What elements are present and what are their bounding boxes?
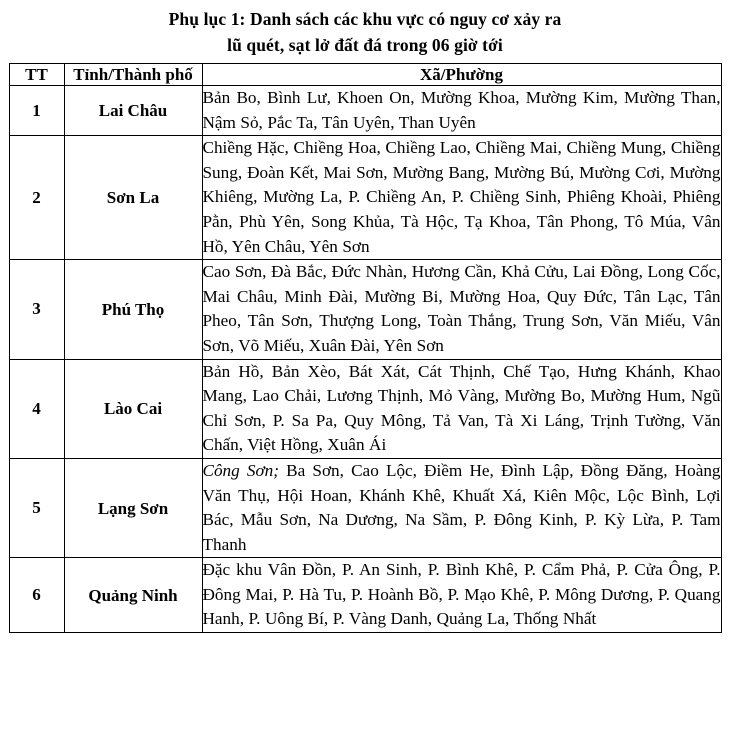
row-index: 5 — [9, 458, 64, 557]
row-index: 2 — [9, 136, 64, 260]
wards-text: Bản Hồ, Bản Xèo, Bát Xát, Cát Thịnh, Chế Tạo, Hưng Khánh, Khao Mang, Lao Chải, Lương Thịnh, Mỏ Vàng, Mường Bo, Mường Hum, Ngũ Chỉ Sơn, P. Sa Pa, Quy Mông, Tả Van, Tà Xi Láng, Trịnh Tường, Văn Chấn, Việt Hồng, Xuân Ái — [202, 361, 721, 455]
wards-text: Bản Bo, Bình Lư, Khoen On, Mường Khoa, Mường Kim, Mường Than, Nậm Sỏ, Pắc Ta, Tân Uyên, Than Uyên — [202, 88, 721, 132]
wards-text: Ba Sơn, Cao Lộc, Điềm He, Đình Lập, Đồng Đăng, Hoàng Văn Thụ, Hội Hoan, Khánh Khê, Khuất Xá, Kiên Mộc, Lộc Bình, Lợi Bác, Mẫu Sơn, Na Dương, Na Sầm, P. Đông Kinh, P. Kỳ Lừa, P. Tam Thanh — [202, 460, 721, 554]
wards-list — [202, 558, 721, 633]
province-name: Lào Cai — [64, 359, 202, 458]
table-body — [9, 86, 721, 633]
row-index: 6 — [9, 558, 64, 633]
wards-list — [202, 86, 721, 136]
wards-text: Cao Sơn, Đà Bắc, Đức Nhàn, Hương Cần, Khả Cửu, Lai Đồng, Long Cốc, Mai Châu, Minh Đài, Mường Bi, Mường Hoa, Quy Đức, Tân Lạc, Tân Pheo, Tân Sơn, Thượng Long, Toàn Thắng, Trung Sơn, Văn Miếu, Vân Sơn, Võ Miếu, Xuân Đài, Yên Sơn — [202, 262, 721, 355]
wards-text: Đặc khu Vân Đồn, P. An Sinh, P. Bình Khê, P. Cẩm Phả, P. Cửa Ông, P. Đông Mai, P. Hà Tu, P. Hoành Bồ, P. Mạo Khê, P. Mông Dương, P. Quang Hanh, P. Uông Bí, P. Vàng Danh, Quảng La, Thống Nhất — [202, 560, 721, 629]
table-row — [9, 359, 721, 458]
column-header-wards: Xã/Phường — [202, 64, 721, 86]
province-name: Lạng Sơn — [64, 458, 202, 557]
row-index: 4 — [9, 359, 64, 458]
row-index: 3 — [9, 260, 64, 359]
column-header-tt: TT — [9, 64, 64, 86]
table-row — [9, 86, 721, 136]
wards-list — [202, 359, 721, 458]
table-header-row — [9, 64, 721, 86]
table-row — [9, 136, 721, 260]
wards-list — [202, 260, 721, 359]
province-name: Lai Châu — [64, 86, 202, 136]
wards-italic-prefix: Công Sơn; — [202, 460, 279, 480]
province-name: Phú Thọ — [64, 260, 202, 359]
title-line-2: lũ quét, sạt lở đất đá trong 06 giờ tới — [227, 35, 503, 55]
title-line-1: Phụ lục 1: Danh sách các khu vực có nguy cơ xảy ra — [168, 9, 562, 29]
province-name: Sơn La — [64, 136, 202, 260]
province-name: Quảng Ninh — [64, 558, 202, 633]
wards-list — [202, 458, 721, 557]
wards-text: Chiềng Hặc, Chiềng Hoa, Chiềng Lao, Chiềng Mai, Chiềng Mung, Chiềng Sung, Đoàn Kết, Mai Sơn, Mường Bang, Mường Bú, Mường Cơi, Mường Khiêng, Mường La, P. Chiềng An, P. Chiềng Sinh, Phiêng Khoài, Phiêng Pằn, Phù Yên, Song Khủa, Tà Hộc, Tạ Khoa, Tân Phong, Tô Múa, Vân Hồ, Yên Châu, Yên Sơn — [202, 138, 721, 256]
table-row — [9, 558, 721, 633]
wards-list — [202, 136, 721, 260]
document-title — [0, 0, 730, 58]
column-header-province: Tỉnh/Thành phố — [64, 64, 202, 86]
risk-areas-table — [9, 63, 722, 633]
table-row — [9, 260, 721, 359]
table-row — [9, 458, 721, 557]
row-index: 1 — [9, 86, 64, 136]
